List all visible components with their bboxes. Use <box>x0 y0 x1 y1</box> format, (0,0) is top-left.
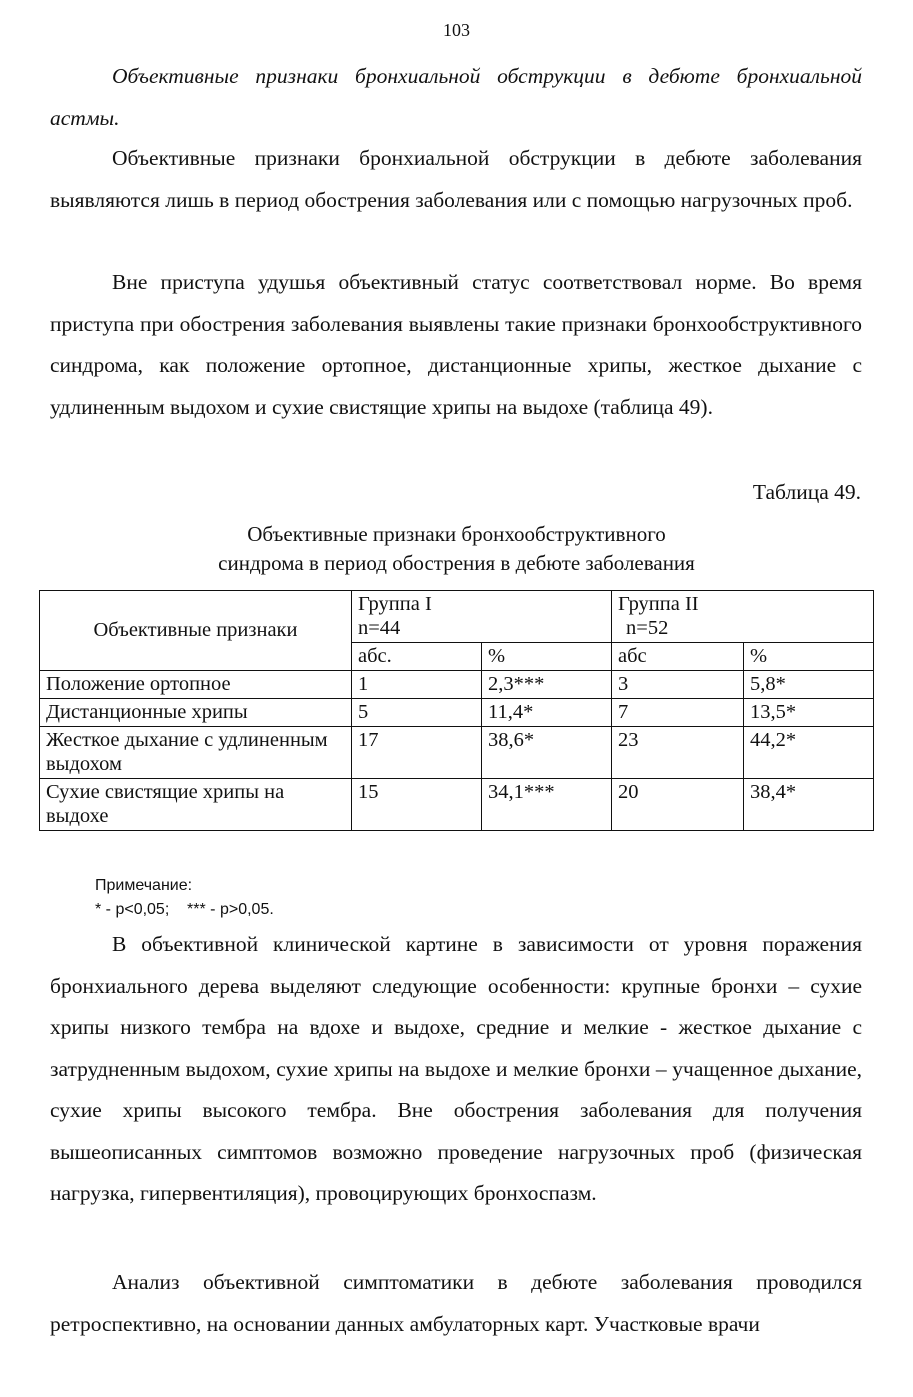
row-g1-abs: 15 <box>352 779 482 831</box>
row-g2-pct: 38,4* <box>744 779 874 831</box>
subheader-abs-2: абс <box>612 643 744 671</box>
row-g1-abs: 17 <box>352 727 482 779</box>
table-header-row <box>40 591 874 643</box>
row-g2-abs: 23 <box>612 727 744 779</box>
row-g1-abs: 5 <box>352 699 482 727</box>
row-sign: Дистанционные хрипы <box>40 699 352 727</box>
header-group2-n: n=52 <box>626 617 669 639</box>
table-label: Таблица 49. <box>752 480 861 504</box>
note-text: * - p<0,05; *** - p>0,05. <box>95 901 274 918</box>
header-signs: Объективные признаки <box>40 591 352 671</box>
table-caption-line1: Объективные признаки бронхообструктивного <box>247 522 666 546</box>
row-g1-pct: 2,3*** <box>482 671 612 699</box>
table-note <box>95 874 274 922</box>
header-group2-name: Группа II <box>618 593 699 615</box>
row-g2-pct: 5,8* <box>744 671 874 699</box>
paragraph-intro: Объективные признаки бронхиальной обструкции в дебюте заболевания выявляются лишь в период обострения заболевания или с помощью нагрузочных проб. <box>50 146 862 212</box>
row-g1-pct: 34,1*** <box>482 779 612 831</box>
paragraph-analysis: Анализ объективной симптоматики в дебюте заболевания проводился ретроспективно, на основании данных амбулаторных карт. Участковые врачи <box>50 1270 862 1336</box>
subheader-abs-1: абс. <box>352 643 482 671</box>
header-group2 <box>612 591 874 643</box>
row-g2-pct: 44,2* <box>744 727 874 779</box>
table-row <box>40 727 874 779</box>
table-row <box>40 671 874 699</box>
row-g1-abs: 1 <box>352 671 482 699</box>
note-title: Примечание: <box>95 877 193 894</box>
section-heading: Объективные признаки бронхиальной обструкции в дебюте бронхиальной астмы. <box>50 64 862 130</box>
paragraph-clinical: В объективной клинической картине в зависимости от уровня поражения бронхиального дерева выделяют следующие особенности: крупные бронхи – сухие хрипы низкого тембра на вдохе и выдохе, средние и мелкие - жесткое дыхание с затрудненным выдохом, сухие хрипы на выдохе и мелкие бронхи – учащенное дыхание, сухие хрипы высокого тембра. Вне обострения заболевания для получения вышеописанных симптомов возможно проведение нагрузочных проб (физическая нагрузка, гипервентиляция), провоцирующих бронхоспазм. <box>50 932 862 1205</box>
table-row <box>40 779 874 831</box>
row-sign: Положение ортопное <box>40 671 352 699</box>
row-g2-pct: 13,5* <box>744 699 874 727</box>
table-caption-line2: синдрома в период обострения в дебюте заболевания <box>218 551 695 575</box>
header-group1-n: n=44 <box>358 617 401 639</box>
row-sign: Жесткое дыхание с удлиненным выдохом <box>40 727 352 779</box>
subheader-pct-2: % <box>744 643 874 671</box>
row-g2-abs: 20 <box>612 779 744 831</box>
page-number: 103 <box>443 20 470 40</box>
header-group1 <box>352 591 612 643</box>
row-g2-abs: 3 <box>612 671 744 699</box>
table-row <box>40 699 874 727</box>
header-group1-name: Группа I <box>358 593 432 615</box>
signs-table <box>39 590 874 831</box>
table-caption <box>0 520 913 578</box>
row-g1-pct: 11,4* <box>482 699 612 727</box>
row-g1-pct: 38,6* <box>482 727 612 779</box>
row-sign: Сухие свистящие хрипы на выдохе <box>40 779 352 831</box>
row-g2-abs: 7 <box>612 699 744 727</box>
subheader-pct-1: % <box>482 643 612 671</box>
paragraph-status: Вне приступа удушья объективный статус соответствовал норме. Во время приступа при обострения заболевания выявлены такие признаки бронхообструктивного синдрома, как положение ортопное, дистанционные хрипы, жесткое дыхание с удлиненным выдохом и сухие свистящие хрипы на выдохе (таблица 49). <box>50 270 862 419</box>
